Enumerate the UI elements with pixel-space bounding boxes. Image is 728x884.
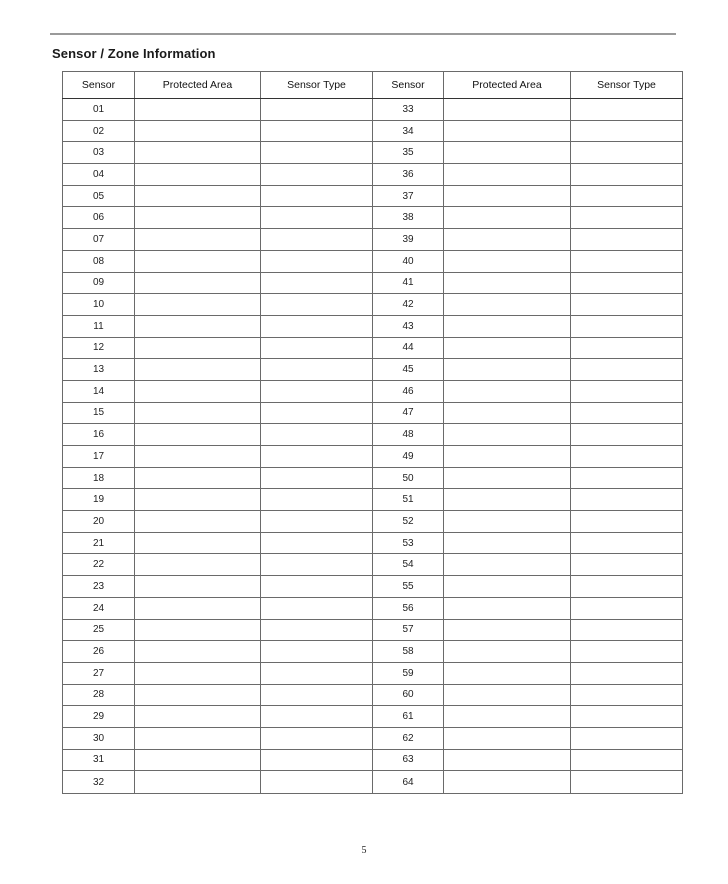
sensor-number-cell: 43 [373,315,444,337]
protected-area-cell[interactable] [135,402,261,424]
sensor-number-cell: 39 [373,229,444,251]
sensor-type-cell[interactable] [571,359,683,381]
sensor-number-cell: 18 [63,467,135,489]
sensor-type-cell[interactable] [261,402,373,424]
sensor-type-cell[interactable] [571,164,683,186]
sensor-number-cell: 54 [373,554,444,576]
sensor-type-cell[interactable] [261,554,373,576]
protected-area-cell[interactable] [444,337,571,359]
sensor-number-cell: 50 [373,467,444,489]
table-row [63,619,683,641]
sensor-type-cell[interactable] [571,99,683,121]
protected-area-cell[interactable] [444,749,571,771]
sensor-type-cell[interactable] [261,380,373,402]
sensor-type-cell[interactable] [261,315,373,337]
protected-area-cell[interactable] [444,99,571,121]
protected-area-cell[interactable] [135,229,261,251]
protected-area-cell[interactable] [444,229,571,251]
table-row [63,511,683,533]
sensor-type-cell[interactable] [571,706,683,728]
sensor-type-cell[interactable] [571,684,683,706]
table-row [63,207,683,229]
sensor-type-cell[interactable] [571,597,683,619]
sensor-number-cell: 23 [63,576,135,598]
sensor-type-cell[interactable] [571,662,683,684]
page-number: 5 [361,845,367,856]
protected-area-cell[interactable] [444,554,571,576]
sensor-number-cell: 11 [63,315,135,337]
table-row [63,294,683,316]
sensor-number-cell: 16 [63,424,135,446]
table-row [63,576,683,598]
sensor-number-cell: 35 [373,142,444,164]
sensor-type-cell[interactable] [261,467,373,489]
protected-area-cell[interactable] [444,684,571,706]
sensor-number-cell: 30 [63,727,135,749]
protected-area-cell[interactable] [444,641,571,663]
protected-area-cell[interactable] [444,771,571,794]
sensor-type-cell[interactable] [261,532,373,554]
sensor-type-cell[interactable] [571,250,683,272]
sensor-number-cell: 63 [373,749,444,771]
sensor-number-cell: 17 [63,446,135,468]
table-row [63,706,683,728]
protected-area-cell[interactable] [444,185,571,207]
section-title: Sensor / Zone Information [52,46,216,61]
sensor-type-cell[interactable] [571,446,683,468]
protected-area-cell[interactable] [444,446,571,468]
table-row [63,185,683,207]
sensor-type-cell[interactable] [571,554,683,576]
protected-area-cell[interactable] [135,771,261,794]
sensor-number-cell: 22 [63,554,135,576]
sensor-number-cell: 29 [63,706,135,728]
sensor-type-cell[interactable] [261,185,373,207]
sensor-type-cell[interactable] [261,272,373,294]
sensor-type-cell[interactable] [261,727,373,749]
sensor-type-cell[interactable] [571,272,683,294]
sensor-type-cell[interactable] [571,619,683,641]
sensor-type-cell[interactable] [261,706,373,728]
sensor-type-cell[interactable] [571,142,683,164]
sensor-type-cell[interactable] [261,207,373,229]
table-row [63,554,683,576]
table-row [63,337,683,359]
protected-area-cell[interactable] [135,120,261,142]
sensor-type-cell[interactable] [261,229,373,251]
protected-area-cell[interactable] [444,619,571,641]
protected-area-cell[interactable] [444,207,571,229]
sensor-number-cell: 42 [373,294,444,316]
protected-area-cell[interactable] [444,424,571,446]
sensor-type-cell[interactable] [261,120,373,142]
top-rule [50,33,676,35]
protected-area-cell[interactable] [135,207,261,229]
protected-area-cell[interactable] [444,706,571,728]
protected-area-cell[interactable] [135,185,261,207]
sensor-number-cell: 49 [373,446,444,468]
sensor-type-cell[interactable] [261,99,373,121]
sensor-number-cell: 45 [373,359,444,381]
sensor-type-cell[interactable] [571,229,683,251]
protected-area-cell[interactable] [135,706,261,728]
sensor-number-cell: 27 [63,662,135,684]
sensor-number-cell: 47 [373,402,444,424]
sensor-number-cell: 21 [63,532,135,554]
table-row [63,142,683,164]
sensor-type-cell[interactable] [261,597,373,619]
protected-area-cell[interactable] [135,294,261,316]
sensor-type-cell[interactable] [261,359,373,381]
sensor-type-cell[interactable] [571,402,683,424]
table-row [63,424,683,446]
table-row [63,120,683,142]
sensor-type-cell[interactable] [571,727,683,749]
sensor-type-cell[interactable] [261,641,373,663]
sensor-number-cell: 58 [373,641,444,663]
sensor-number-cell: 09 [63,272,135,294]
sensor-number-cell: 01 [63,99,135,121]
header-sensor-right: Sensor [373,72,444,99]
table-body [63,99,683,794]
protected-area-cell[interactable] [135,380,261,402]
sensor-type-cell[interactable] [261,619,373,641]
sensor-type-cell[interactable] [261,142,373,164]
sensor-type-cell[interactable] [571,576,683,598]
table-row [63,250,683,272]
sensor-number-cell: 64 [373,771,444,794]
protected-area-cell[interactable] [135,99,261,121]
protected-area-cell[interactable] [444,250,571,272]
protected-area-cell[interactable] [135,164,261,186]
sensor-type-cell[interactable] [571,511,683,533]
protected-area-cell[interactable] [444,532,571,554]
protected-area-cell[interactable] [135,532,261,554]
sensor-number-cell: 52 [373,511,444,533]
protected-area-cell[interactable] [444,727,571,749]
protected-area-cell[interactable] [444,294,571,316]
protected-area-cell[interactable] [135,250,261,272]
protected-area-cell[interactable] [444,272,571,294]
table-row [63,272,683,294]
table-row [63,99,683,121]
protected-area-cell[interactable] [135,662,261,684]
sensor-type-cell[interactable] [571,380,683,402]
sensor-number-cell: 24 [63,597,135,619]
sensor-number-cell: 55 [373,576,444,598]
sensor-type-cell[interactable] [261,489,373,511]
table-row [63,749,683,771]
protected-area-cell[interactable] [135,446,261,468]
sensor-number-cell: 44 [373,337,444,359]
sensor-number-cell: 06 [63,207,135,229]
sensor-type-cell[interactable] [261,250,373,272]
table-row [63,467,683,489]
sensor-type-cell[interactable] [261,771,373,794]
table-row [63,641,683,663]
sensor-number-cell: 31 [63,749,135,771]
sensor-type-cell[interactable] [261,662,373,684]
table-row [63,380,683,402]
protected-area-cell[interactable] [135,467,261,489]
sensor-number-cell: 20 [63,511,135,533]
table-row [63,532,683,554]
protected-area-cell[interactable] [135,619,261,641]
table-row [63,229,683,251]
table-row [63,771,683,794]
table-header-row [63,72,683,99]
protected-area-cell[interactable] [135,337,261,359]
sensor-number-cell: 46 [373,380,444,402]
protected-area-cell[interactable] [135,727,261,749]
sensor-number-cell: 53 [373,532,444,554]
sensor-number-cell: 02 [63,120,135,142]
sensor-number-cell: 36 [373,164,444,186]
sensor-type-cell[interactable] [261,164,373,186]
sensor-type-cell[interactable] [261,511,373,533]
header-sensor-left: Sensor [63,72,135,99]
sensor-type-cell[interactable] [261,446,373,468]
sensor-number-cell: 19 [63,489,135,511]
protected-area-cell[interactable] [444,576,571,598]
table-row [63,402,683,424]
sensor-type-cell[interactable] [571,207,683,229]
table-row [63,359,683,381]
sensor-type-cell[interactable] [571,315,683,337]
sensor-type-cell[interactable] [571,424,683,446]
sensor-type-cell[interactable] [571,294,683,316]
sensor-type-cell[interactable] [571,749,683,771]
protected-area-cell[interactable] [444,142,571,164]
sensor-number-cell: 04 [63,164,135,186]
protected-area-cell[interactable] [135,597,261,619]
sensor-number-cell: 40 [373,250,444,272]
sensor-number-cell: 14 [63,380,135,402]
sensor-number-cell: 51 [373,489,444,511]
sensor-number-cell: 38 [373,207,444,229]
sensor-type-cell[interactable] [571,337,683,359]
table-row [63,164,683,186]
protected-area-cell[interactable] [444,662,571,684]
sensor-number-cell: 61 [373,706,444,728]
sensor-number-cell: 62 [373,727,444,749]
sensor-type-cell[interactable] [261,684,373,706]
protected-area-cell[interactable] [135,511,261,533]
sensor-type-cell[interactable] [261,424,373,446]
sensor-number-cell: 10 [63,294,135,316]
sensor-number-cell: 56 [373,597,444,619]
sensor-number-cell: 08 [63,250,135,272]
sensor-number-cell: 32 [63,771,135,794]
protected-area-cell[interactable] [135,359,261,381]
table-row [63,315,683,337]
sensor-number-cell: 48 [373,424,444,446]
protected-area-cell[interactable] [444,511,571,533]
sensor-number-cell: 12 [63,337,135,359]
table-row [63,662,683,684]
header-sensor-type-left: Sensor Type [261,72,373,99]
sensor-type-cell[interactable] [571,771,683,794]
protected-area-cell[interactable] [135,272,261,294]
protected-area-cell[interactable] [135,684,261,706]
sensor-number-cell: 25 [63,619,135,641]
header-protected-area-right: Protected Area [444,72,571,99]
protected-area-cell[interactable] [135,489,261,511]
protected-area-cell[interactable] [135,142,261,164]
sensor-number-cell: 34 [373,120,444,142]
sensor-number-cell: 33 [373,99,444,121]
sensor-number-cell: 60 [373,684,444,706]
protected-area-cell[interactable] [135,641,261,663]
protected-area-cell[interactable] [135,576,261,598]
protected-area-cell[interactable] [444,467,571,489]
sensor-number-cell: 13 [63,359,135,381]
protected-area-cell[interactable] [444,120,571,142]
sensor-type-cell[interactable] [571,185,683,207]
sensor-type-cell[interactable] [571,489,683,511]
protected-area-cell[interactable] [444,380,571,402]
sensor-type-cell[interactable] [571,120,683,142]
protected-area-cell[interactable] [444,597,571,619]
sensor-number-cell: 28 [63,684,135,706]
sensor-type-cell[interactable] [261,749,373,771]
sensor-number-cell: 15 [63,402,135,424]
sensor-type-cell[interactable] [261,576,373,598]
sensor-type-cell[interactable] [571,532,683,554]
protected-area-cell[interactable] [444,402,571,424]
sensor-type-cell[interactable] [261,337,373,359]
sensor-number-cell: 26 [63,641,135,663]
protected-area-cell[interactable] [135,749,261,771]
sensor-number-cell: 57 [373,619,444,641]
sensor-number-cell: 03 [63,142,135,164]
sensor-number-cell: 41 [373,272,444,294]
table-row [63,489,683,511]
table-row [63,446,683,468]
protected-area-cell[interactable] [135,554,261,576]
protected-area-cell[interactable] [444,315,571,337]
sensor-type-cell[interactable] [571,467,683,489]
table-row [63,727,683,749]
header-sensor-type-right: Sensor Type [571,72,683,99]
protected-area-cell[interactable] [135,315,261,337]
table-row [63,597,683,619]
header-protected-area-left: Protected Area [135,72,261,99]
sensor-zone-table [62,71,683,794]
sensor-number-cell: 37 [373,185,444,207]
sensor-number-cell: 05 [63,185,135,207]
protected-area-cell[interactable] [444,164,571,186]
sensor-type-cell[interactable] [261,294,373,316]
protected-area-cell[interactable] [444,489,571,511]
table-row [63,684,683,706]
sensor-number-cell: 59 [373,662,444,684]
protected-area-cell[interactable] [444,359,571,381]
sensor-number-cell: 07 [63,229,135,251]
sensor-type-cell[interactable] [571,641,683,663]
protected-area-cell[interactable] [135,424,261,446]
